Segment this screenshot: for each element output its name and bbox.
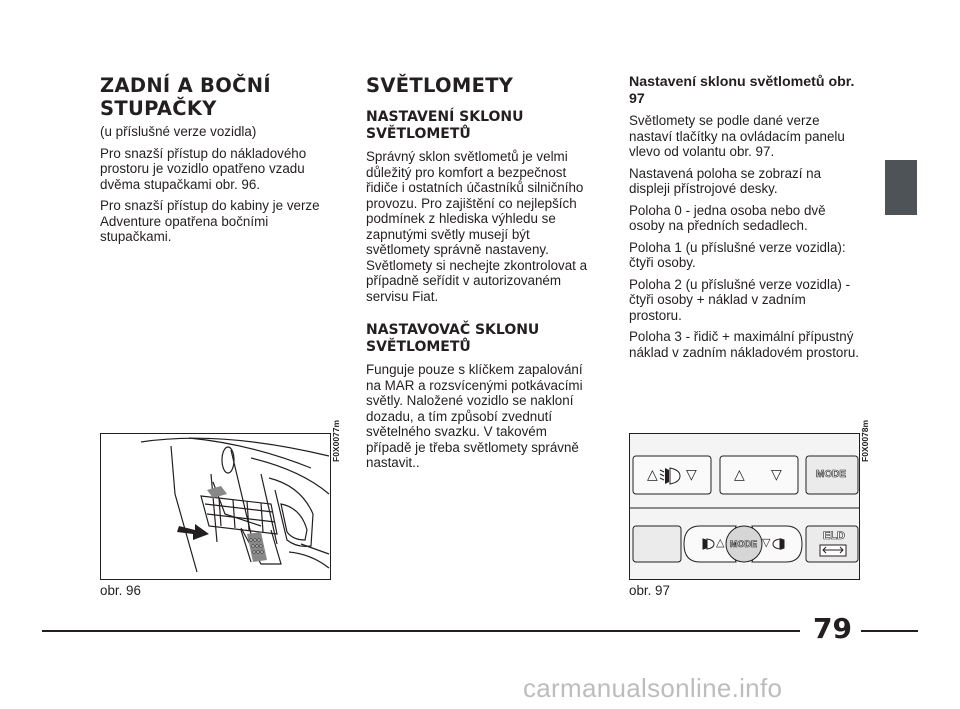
figure-97-caption: obr. 97 (629, 583, 670, 598)
steps-paragraph-1: Pro snazší přístup do nákladového prostoru je vozidlo opatřeno vzadu dvěma stupačkami obr. 96. (100, 145, 307, 192)
adjustment-paragraph-1: Světlomety se podle dané verze nastaví tlačítky na ovládacím panelu vlevo od volantu obr. 97. (629, 113, 845, 159)
figure-96-rear-steps (100, 433, 331, 580)
position-2: Poloha 2 (u příslušné verze vozidla) - čtyři osoby + náklad v zadním prostoru. (629, 276, 851, 323)
section-title-headlights: SVĚTLOMETY (366, 74, 514, 97)
footer-rule-left (42, 630, 800, 632)
position-1: Poloha 1 (u příslušné verze vozidla): čtyři osoby. (629, 239, 846, 270)
heading-headlight-setting: NASTAVENÍ SKLONU SVĚTLOMETŮ (366, 109, 524, 142)
heading-headlight-adjuster: NASTAVOVAČ SKLONU SVĚTLOMETŮ (366, 322, 540, 355)
column-headlights (366, 74, 594, 477)
control-panel-illustration (630, 434, 859, 579)
figure-96-code: F0X0077m (331, 419, 341, 462)
van-rear-illustration (101, 434, 330, 579)
position-3: Poloha 3 - řidič + maximální přípustný náklad v zadním nákladovém prostoru. (629, 329, 859, 360)
watermark: carmanualsonline.info (523, 673, 783, 703)
figure-97-control-panel (629, 433, 860, 580)
chapter-tab (885, 160, 917, 215)
column-rear-side-steps (100, 74, 328, 251)
mode-round-button[interactable]: MODE (730, 539, 757, 549)
up-arrow-icon[interactable]: △ (716, 537, 725, 549)
column-headlight-adjustment (629, 74, 861, 366)
position-0: Poloha 0 - jedna osoba nebo dvě osoby na předních sedadlech. (629, 202, 826, 233)
version-note: (u příslušné verze vozidla) (100, 124, 257, 139)
footer-rule-right (861, 630, 918, 632)
section-title-steps: ZADNÍ A BOČNÍ STUPAČKY (100, 74, 271, 120)
figure-96-caption: obr. 96 (100, 583, 141, 598)
adjustment-paragraph-2: Nastavená poloha se zobrazí na displeji přístrojové desky. (629, 165, 822, 196)
figure-97-code: F0X0078m (860, 419, 870, 462)
headlights-paragraph-2: Funguje pouze s klíčkem zapalování na MAR a rozsvícenými potkávacími světly. Naložené vozidlo se nakloní dozadu, a tím způsobí zvednutí světelného svazku. V takovém případě je třeba světlomety správně nastavit.. (366, 362, 583, 470)
mode-button[interactable]: MODE (816, 469, 846, 480)
headlights-paragraph-1: Správný sklon světlometů je velmi důležitý pro komfort a bezpečnost řidiče i ostatních účastníků silničního provozu. Pro zajištění co nejlepších podmínek z hlediska výhledu se zapnutými světly musejí být světlomety správně nastaveny. Světlomety si nechejte zkontrolovat a případně seřídit v autorizovaném servisu Fiat. (366, 149, 588, 304)
down-arrow-icon[interactable]: ▽ (762, 537, 771, 549)
down-arrow-icon[interactable]: ▽ (686, 466, 697, 482)
heading-adjustment: Nastavení sklonu světlometů obr. 97 (629, 74, 855, 107)
page-number: 79 (813, 612, 852, 645)
steps-paragraph-2: Pro snazší přístup do kabiny je verze Adventure opatřena bočními stupačkami. (100, 198, 320, 244)
up-arrow-icon[interactable]: △ (734, 466, 745, 482)
down-arrow-icon[interactable]: ▽ (771, 466, 782, 482)
up-arrow-icon[interactable]: △ (647, 466, 658, 482)
eld-button[interactable]: ELD (823, 530, 845, 542)
arrow-icon (177, 524, 209, 540)
